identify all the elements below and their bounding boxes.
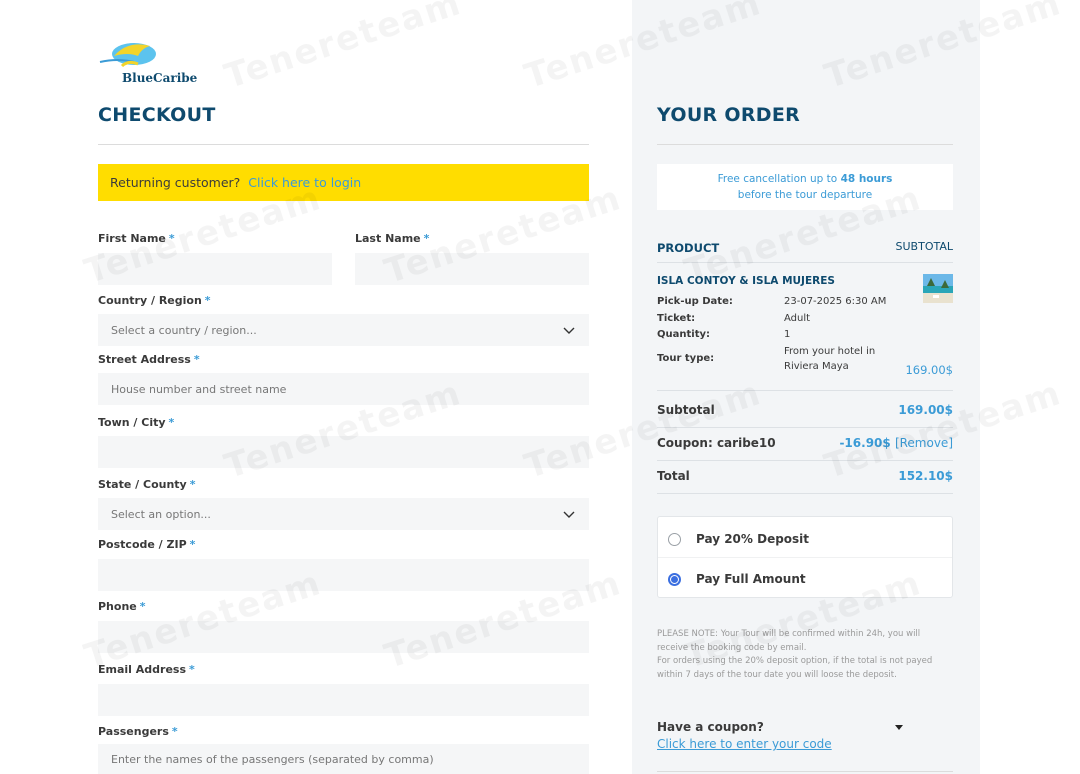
subtotal-column-header: SUBTOTAL: [895, 240, 953, 253]
returning-customer-notice: [98, 164, 589, 201]
country-label-text: Country / Region: [98, 294, 202, 307]
last-name-input[interactable]: [355, 253, 589, 285]
required-mark: *: [189, 538, 196, 551]
email-input[interactable]: [98, 684, 589, 716]
required-mark: *: [189, 663, 195, 676]
passengers-placeholder: Enter the names of the passengers (separated by comma): [111, 752, 434, 766]
street-address-input[interactable]: [98, 373, 589, 405]
cancellation-text: Free cancellation up to: [717, 173, 841, 185]
required-mark: *: [168, 416, 175, 429]
returning-customer-text: Returning customer?: [110, 175, 241, 190]
required-mark: *: [193, 353, 200, 366]
tour-type-line-1: From your hotel in: [784, 346, 876, 357]
booking-note: [657, 628, 953, 682]
tour-type-line-2: Riviera Maya: [784, 361, 849, 372]
email-label: [98, 663, 195, 676]
country-label: [98, 294, 211, 307]
coupon-applied-label: Coupon: caribe10: [657, 436, 776, 450]
product-column-header: PRODUCT: [657, 241, 720, 255]
free-cancellation-box: [657, 164, 953, 210]
bluecaribe-logo[interactable]: [98, 38, 198, 86]
divider: [98, 144, 589, 145]
divider: [657, 493, 953, 494]
chevron-down-icon: [562, 323, 576, 337]
street-address-label-text: Street Address: [98, 353, 191, 366]
state-county-placeholder: Select an option...: [111, 507, 211, 521]
product-name: ISLA CONTOY & ISLA MUJERES: [657, 275, 835, 287]
cancellation-line-1: [718, 171, 893, 187]
first-name-input[interactable]: [98, 253, 332, 285]
have-coupon-title: Have a coupon?: [657, 720, 764, 734]
state-county-label-text: State / County: [98, 478, 187, 491]
divider: [657, 144, 953, 145]
note-line: PLEASE NOTE: Your Tour will be confirmed within 24h, you will: [657, 629, 921, 639]
country-select[interactable]: [98, 314, 589, 346]
note-line: within 7 days of the tour date you will loose the deposit.: [657, 669, 897, 680]
ticket-value: Adult: [784, 313, 811, 324]
town-city-label: [98, 416, 174, 429]
cancellation-line-2: before the tour departure: [737, 189, 873, 201]
coupon-discount: [800, 436, 953, 450]
required-mark: *: [423, 232, 430, 245]
logo-graphic: [98, 38, 198, 86]
divider: [657, 460, 953, 461]
divider: [657, 771, 953, 772]
subtotal-value: 169.00$: [898, 403, 953, 417]
first-name-label: [98, 232, 175, 245]
pay-deposit-label[interactable]: Pay 20% Deposit: [696, 532, 810, 546]
required-mark: *: [168, 232, 175, 245]
email-label-text: Email Address: [98, 663, 187, 676]
postcode-label-text: Postcode / ZIP: [98, 538, 187, 551]
payment-options: [657, 516, 953, 598]
coupon-discount-value: -16.90$: [839, 436, 891, 450]
note-line: For orders using the 20% deposit option, if the total is not payed: [657, 656, 933, 666]
required-mark: *: [189, 478, 196, 491]
phone-input[interactable]: [98, 621, 589, 653]
total-value: 152.10$: [898, 469, 953, 483]
caret-down-icon[interactable]: [895, 725, 903, 730]
required-mark: *: [171, 725, 178, 738]
state-county-select[interactable]: [98, 498, 589, 530]
street-address-label: [98, 353, 200, 366]
quantity-value: 1: [784, 329, 791, 340]
first-name-label-text: First Name: [98, 232, 166, 245]
pickup-date-value: 23-07-2025 6:30 AM: [784, 296, 887, 307]
product-price: 169.00$: [905, 363, 953, 377]
last-name-label-text: Last Name: [355, 232, 421, 245]
pickup-date-label: Pick-up Date:: [657, 296, 733, 307]
pay-deposit-radio[interactable]: [668, 533, 681, 546]
required-mark: *: [204, 294, 211, 307]
pay-full-label[interactable]: Pay Full Amount: [696, 572, 806, 586]
town-city-label-text: Town / City: [98, 416, 166, 429]
subtotal-label: Subtotal: [657, 403, 715, 417]
cancellation-hours: 48 hours: [840, 173, 893, 185]
phone-label-text: Phone: [98, 600, 137, 613]
product-thumbnail[interactable]: [923, 274, 953, 303]
remove-coupon-link[interactable]: [Remove]: [894, 436, 953, 450]
total-label: Total: [657, 469, 690, 483]
checkout-title: CHECKOUT: [98, 104, 216, 126]
divider: [657, 390, 953, 391]
required-mark: *: [139, 600, 146, 613]
logo-text: BlueCaribe: [122, 71, 198, 85]
tour-type-label: Tour type:: [657, 353, 715, 364]
your-order-title: YOUR ORDER: [657, 104, 801, 126]
chevron-down-icon: [562, 507, 576, 521]
town-city-input[interactable]: [98, 436, 589, 468]
divider: [657, 427, 953, 428]
tour-type-value: [784, 344, 875, 374]
divider: [657, 262, 953, 263]
quantity-label: Quantity:: [657, 329, 710, 340]
login-link[interactable]: Click here to login: [248, 175, 362, 190]
passengers-label-text: Passengers: [98, 725, 169, 738]
divider: [658, 557, 952, 558]
ticket-label: Ticket:: [657, 313, 696, 324]
watermark: [220, 0, 467, 97]
postcode-input[interactable]: [98, 559, 589, 591]
enter-coupon-link[interactable]: Click here to enter your code: [657, 737, 832, 751]
pay-full-option[interactable]: [668, 572, 806, 586]
passengers-input[interactable]: [98, 744, 589, 774]
note-line: receive the booking code by email.: [657, 642, 807, 653]
state-county-label: [98, 478, 196, 491]
phone-label: [98, 600, 146, 613]
pay-full-radio[interactable]: [668, 573, 681, 586]
street-address-placeholder: House number and street name: [111, 382, 287, 396]
country-placeholder: Select a country / region...: [111, 323, 257, 337]
postcode-label: [98, 538, 195, 551]
passengers-label: [98, 725, 178, 738]
last-name-label: [355, 232, 429, 245]
beach-image: [923, 274, 953, 303]
pay-deposit-option[interactable]: [668, 532, 809, 546]
